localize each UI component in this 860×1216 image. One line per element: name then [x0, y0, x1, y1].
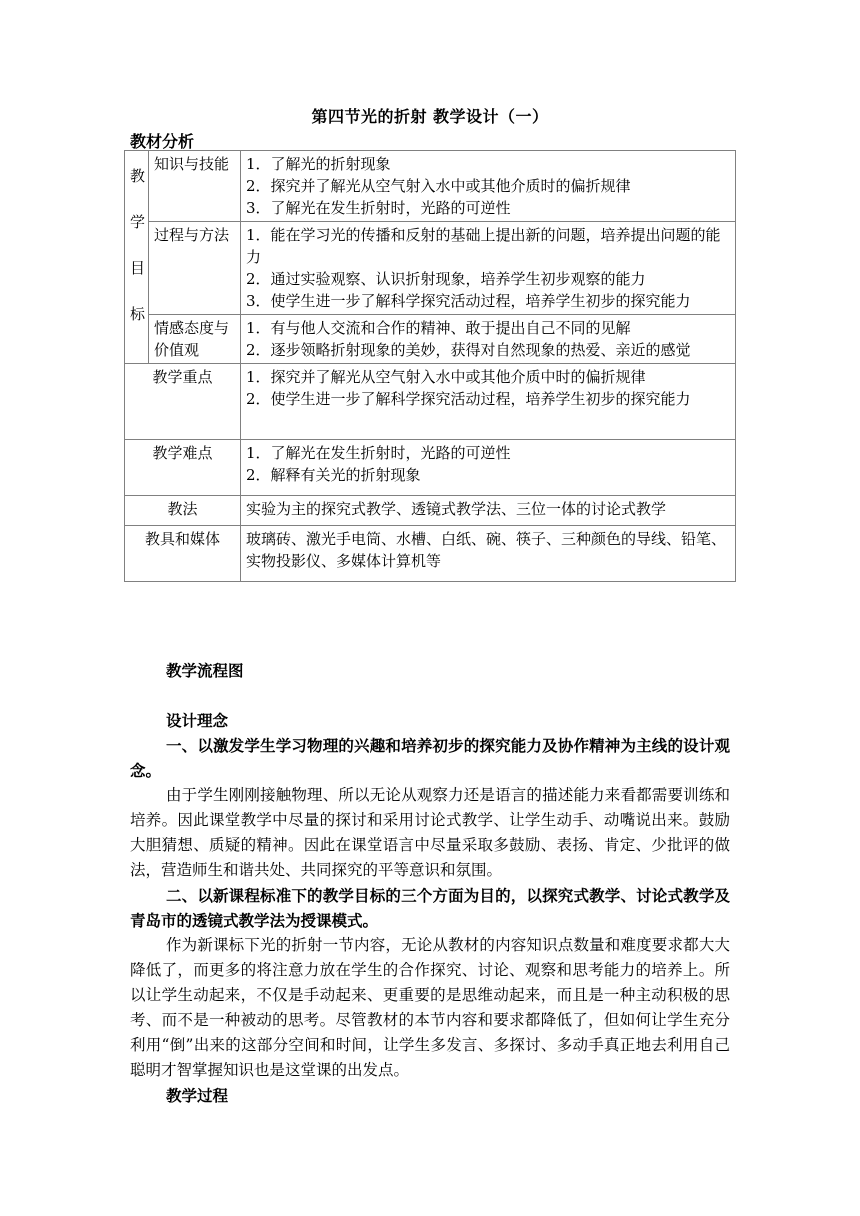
row-label: 教学难点: [125, 440, 241, 496]
content-line: 1．能在学习光的传播和反射的基础上提出新的问题，培养提出问题的能力: [246, 226, 721, 266]
design-point-1: 一、以激发学生学习物理的兴趣和培养初步的探究能力及协作精神为主线的设计观念。: [130, 736, 730, 780]
axis-cell: [125, 151, 149, 364]
content-line: 2．探究并了解光从空气射入水中或其他介质时的偏折规律: [246, 177, 631, 195]
content-line: 3．了解光在发生折射时，光路的可逆性: [246, 199, 511, 217]
content-line: 2．逐步领略折射现象的美妙，获得对自然现象的热爱、亲近的感觉: [246, 341, 691, 359]
axis-char: 标: [130, 305, 146, 323]
content-cell: [241, 222, 736, 315]
sub-label: 知识与技能: [149, 151, 241, 222]
axis-char: 学: [130, 213, 146, 231]
content-line: 2．使学生进一步了解科学探究活动过程，培养学生初步的探究能力: [246, 390, 691, 408]
content-cell: [241, 151, 736, 222]
table-row: [125, 222, 736, 315]
table-row: [125, 364, 736, 440]
content-cell: [241, 364, 736, 440]
table-row: [125, 440, 736, 496]
row-label: 教法: [125, 496, 241, 526]
process-heading: 教学过程: [166, 1086, 229, 1105]
paragraph: 由于学生刚刚接触物理、所以无论从观察力还是语言的描述能力来看都需要训练和培养。因此课堂教学中尽量的探讨和采用讨论式教学、让学生动手、动嘴说出来。鼓励大胆猜想、质疑的精神。因此在课堂语言中尽量采取多鼓励、表扬、肯定、少批评的做法，营造师生和谐共处、共同探究的平等意识和氛围。: [130, 786, 730, 879]
content-line: 玻璃砖、激光手电筒、水槽、白纸、碗、筷子、三种颜色的导线、铅笔、实物投影仪、多媒体计算机等: [246, 530, 727, 570]
content-cell: [241, 315, 736, 364]
table-row: [125, 151, 736, 222]
content-line: 1．有与他人交流和合作的精神、敢于提出自己不同的见解: [246, 319, 631, 337]
table-row: [125, 526, 736, 582]
content-line: 2．通过实验观察、认识折射现象，培养学生初步观察的能力: [246, 270, 646, 288]
section-label: 教材分析: [130, 132, 195, 151]
content-line: 1．探究并了解光从空气射入水中或其他介质中时的偏折规律: [246, 368, 646, 386]
sub-label: 过程与方法: [149, 222, 241, 315]
design-heading: 设计理念: [166, 711, 229, 730]
axis-char: 目: [130, 259, 146, 277]
sub-label: 情感态度与价值观: [149, 315, 241, 364]
paragraph: 作为新课标下光的折射一节内容，无论从教材的内容知识点数量和难度要求都大大降低了，而更多的将注意力放在学生的合作探究、讨论、观察和思考能力的培养上。所以让学生动起来，不仅是手动起来、更重要的是思维动起来，而且是一种主动积极的思考、而不是一种被动的思考。尽管教材的本节内容和要求都降低了，但如何让学生充分利用“倒”出来的这部分空间和时间，让学生多发言、多探讨、多动手真正地去利用自己聪明才智掌握知识也是这堂课的出发点。: [130, 936, 730, 1079]
row-label: 教学重点: [125, 364, 241, 440]
axis-char: 教: [130, 167, 146, 185]
design-point-2: 二、以新课程标准下的教学目标的三个方面为目的，以探究式教学、讨论式教学及青岛市的透镜式教学法为授课模式。: [130, 886, 730, 930]
content-line: 2．解释有关光的折射现象: [246, 466, 421, 484]
content-cell: [241, 526, 736, 582]
content-cell: [241, 440, 736, 496]
flowchart-heading: 教学流程图: [166, 661, 244, 680]
row-label: 教具和媒体: [125, 526, 241, 582]
objectives-table: [124, 150, 736, 582]
content-cell: [241, 496, 736, 526]
content-line: 1．了解光在发生折射时，光路的可逆性: [246, 444, 511, 462]
table-row: [125, 315, 736, 364]
content-line: 实验为主的探究式教学、透镜式教学法、三位一体的讨论式教学: [246, 500, 667, 518]
document-title: 第四节光的折射 教学设计（一）: [311, 107, 549, 126]
content-line: 3．使学生进一步了解科学探究活动过程，培养学生初步的探究能力: [246, 292, 691, 310]
table-row: [125, 496, 736, 526]
content-line: 1．了解光的折射现象: [246, 155, 391, 173]
body-text: [130, 658, 730, 1108]
